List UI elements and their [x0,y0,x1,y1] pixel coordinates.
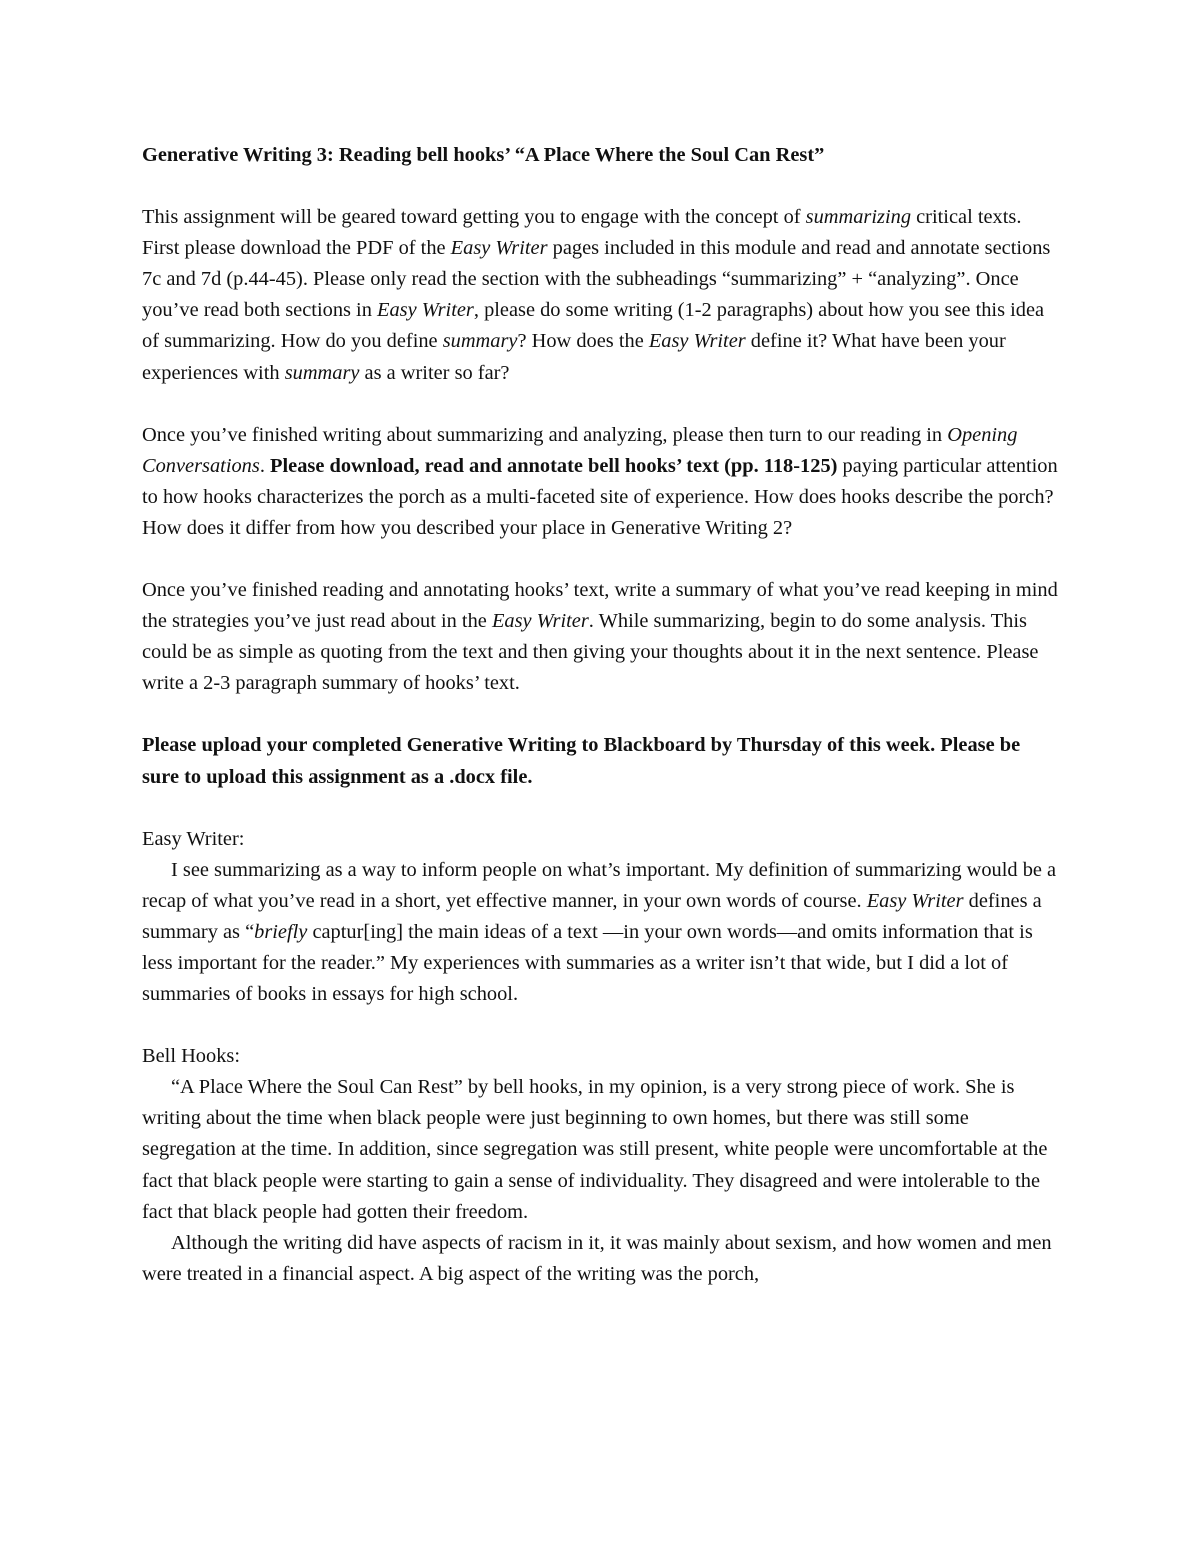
bell-hooks-response-paragraph-2: Although the writing did have aspects of racism in it, it was mainly about sexism, and how women and men were treated in a financial aspect. A big aspect of the writing was the porch, [142,1231,1052,1285]
emphasis-summarizing: summarizing [805,206,912,229]
emphasis-summary: summary [442,330,518,353]
text-run: as a writer so far? [359,361,510,384]
text-run: . [259,454,271,477]
emphasis-easy-writer: Easy Writer [648,330,746,353]
instructions-paragraph-1 [142,202,1062,389]
text-run: defines a summary as “ [142,889,1042,943]
text-run: I see summarizing as a way to inform people on what’s important. My definition of summarizing would be a recap of what you’ve read in a short, yet effective manner, in your own words of course. [142,858,1057,912]
bold-download-instruction: Please download, read and annotate bell hooks’ text (pp. 118-125) [270,454,838,477]
easy-writer-label: Easy Writer: [142,827,245,850]
instructions-paragraph-2 [142,420,1062,544]
text-run: Once you’ve finished reading and annotating hooks’ text, write a summary of what you’ve read keeping in mind the strategies you’ve just read about in the [142,579,1058,633]
text-run: This assignment will be geared toward getting you to engage with the concept of [142,206,806,229]
text-run: , please do some writing (1-2 paragraphs) about how you see this idea of summarizing. How do you define [142,299,1045,353]
emphasis-easy-writer: Easy Writer [377,299,474,322]
text-run: ? How does the [517,330,649,353]
document-title: Generative Writing 3: Reading bell hooks’ “A Place Where the Soul Can Rest” [142,144,825,166]
bell-hooks-label: Bell Hooks: [142,1045,240,1068]
emphasis-easy-writer: Easy Writer [450,237,548,260]
bell-hooks-response-paragraph-1: “A Place Where the Soul Can Rest” by bell hooks, in my opinion, is a very strong piece of work. She is writing about the time when black people were just beginning to own homes, but there was still some segregation at the time. In addition, since segregation was still present, white people were uncomfortable at the fact that black people were starting to gain a sense of individuality. They disagreed and were intolerable to the fact that black people had gotten their freedom. [142,1076,1048,1223]
emphasis-easy-writer: Easy Writer [491,610,589,633]
text-run: captur[ing] the main ideas of a text —in your own words—and omits information that is less important for the reader.” My experiences with summaries as a writer isn’t that wide, but I did a lot of summaries of books in essays for high school. [142,920,1033,1006]
emphasis-opening-conversations: Opening Conversations [142,423,1018,477]
upload-instructions: Please upload your completed Generative Writing to Blackboard by Thursday of this week. Please be sure to upload this assignment as a .docx file. [142,734,1021,788]
text-run: Once you’ve finished writing about summarizing and analyzing, please then turn to our reading in [142,423,948,446]
emphasis-easy-writer: Easy Writer [866,889,964,912]
emphasis-briefly: briefly [254,920,308,943]
emphasis-summary: summary [284,361,360,384]
text-run: pages included in this module and read and annotate sections 7c and 7d (p.44-45). Please only read the section with the subheadings “summarizing” + “analyzing”. Once you’ve read both sections in [142,237,1051,322]
instructions-paragraph-3 [142,575,1062,699]
text-run: define it? What have been your experiences with [142,330,1006,384]
text-run: critical texts. First please download the PDF of the [142,206,1022,260]
text-run: . While summarizing, begin to do some analysis. This could be as simple as quoting from the text and then giving your thoughts about it in the next sentence. Please write a 2-3 paragraph summary of hooks’ text. [142,610,1039,695]
document-body [142,140,1062,1290]
easy-writer-response [142,855,1062,1010]
text-run: paying particular attention to how hooks characterizes the porch as a multi-faceted site of experience. How does hooks describe the porch? How does it differ from how you described your place in Generative Writing 2? [142,454,1058,539]
